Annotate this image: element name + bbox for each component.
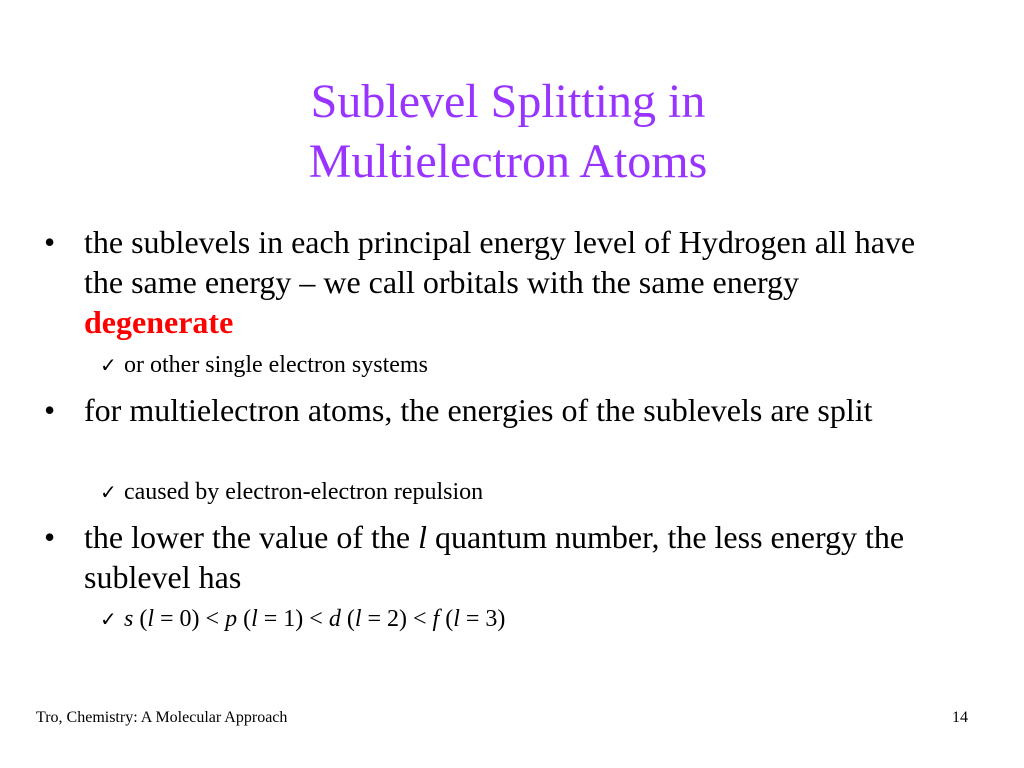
sub-bullet-1 [100, 350, 900, 380]
sublevel-s: s [124, 606, 134, 632]
bullet-1 [44, 222, 944, 342]
text-fragment: ( [237, 606, 252, 632]
bullet-3-text-before: the lower the value of the [84, 519, 419, 555]
checkmark-icon: ✓ [100, 607, 117, 631]
bullet-2 [44, 390, 944, 430]
bullet-3-text [84, 517, 944, 597]
bullet-1-text [84, 222, 944, 342]
text-fragment: = 1) < [257, 606, 329, 632]
sub-bullet-3 [100, 604, 900, 634]
text-fragment: = 3) [459, 606, 506, 632]
bullet-dot-icon: • [44, 224, 56, 260]
quantum-l: l [251, 606, 258, 632]
bullet-dot-icon: • [44, 519, 56, 555]
sublevel-f: f [432, 606, 440, 632]
checkmark-icon: ✓ [100, 480, 117, 504]
text-fragment: ( [340, 606, 355, 632]
text-fragment: = 0) < [154, 606, 226, 632]
footer-source: Tro, Chemistry: A Molecular Approach [36, 709, 288, 726]
slide-title [0, 72, 1016, 192]
quantum-l: l [453, 606, 460, 632]
bullet-dot-icon: • [44, 392, 56, 428]
bullet-2-text: for multielectron atoms, the energies of the sublevels are split [84, 392, 873, 428]
text-fragment: ( [439, 606, 454, 632]
quantum-l: l [147, 606, 155, 632]
sublevel-d: d [328, 606, 341, 632]
bullet-3 [44, 517, 944, 597]
checkmark-icon: ✓ [100, 353, 117, 377]
term-degenerate: degenerate [84, 304, 234, 340]
sub-bullet-1-text: or other single electron systems [124, 352, 428, 378]
bullet-1-text-main: the sublevels in each principal energy level of Hydrogen all have the same energy – we call orbitals with the same energy [84, 224, 916, 300]
title-line-1: Sublevel Splitting in [310, 75, 706, 128]
text-fragment: = 2) < [361, 606, 433, 632]
quantum-l: l [354, 606, 362, 632]
sublevel-p: p [225, 606, 238, 632]
sub-bullet-2-text: caused by electron-electron repulsion [124, 479, 484, 505]
page-number: 14 [952, 709, 968, 726]
quantum-number-l: l [418, 519, 427, 555]
title-line-2: Multielectron Atoms [308, 135, 708, 188]
bullet-3-text-after: quantum number, the less energy the sublevel has [84, 519, 905, 595]
text-fragment: ( [133, 606, 148, 632]
sub-bullet-2 [100, 477, 900, 507]
